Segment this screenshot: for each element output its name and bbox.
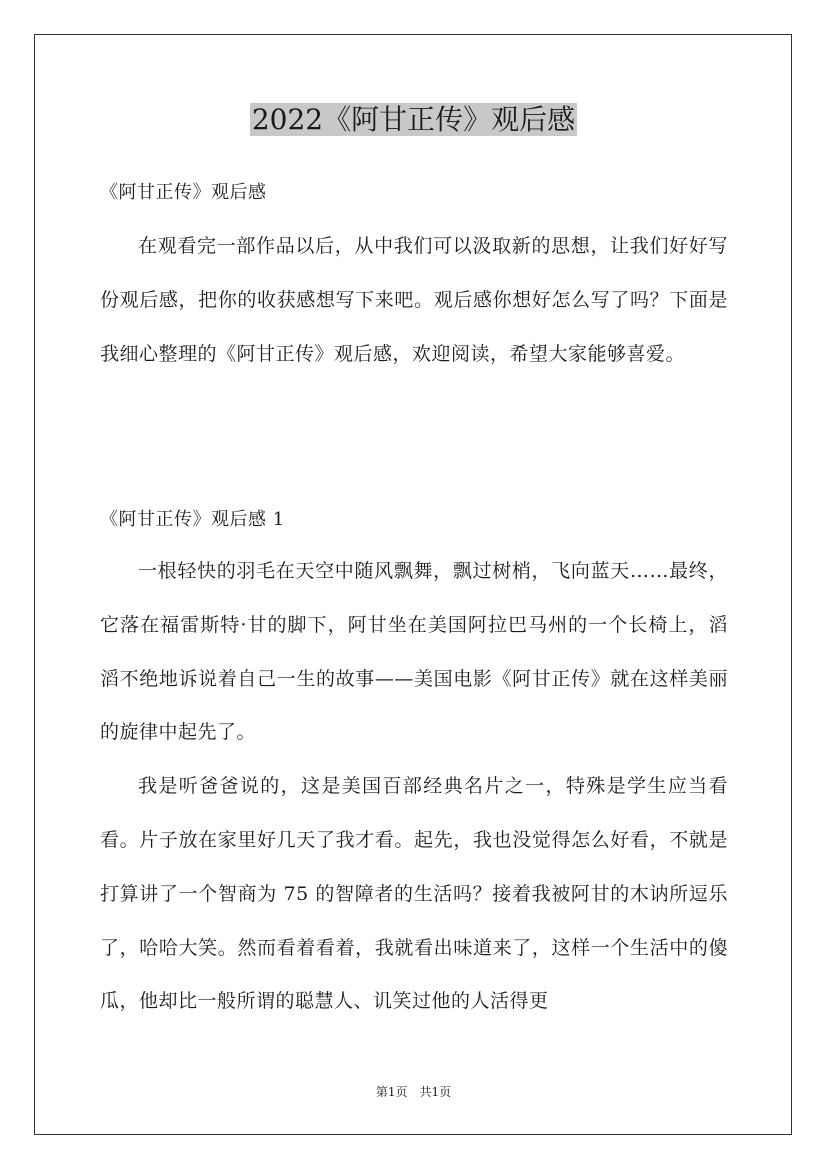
document-title	[0, 100, 827, 140]
intro-paragraph: 在观看完一部作品以后，从中我们可以汲取新的思想，让我们好好写份观后感，把你的收获感想写下来吧。观后感你想好怎么写了吗？下面是我细心整理的《阿甘正传》观后感，欢迎阅读，希望大家能够喜爱。	[100, 235, 728, 365]
intro-block	[100, 220, 728, 381]
document-title-text: 2022《阿甘正传》观后感	[251, 103, 576, 136]
body-block	[100, 545, 728, 1029]
section-heading: 《阿甘正传》观后感 1	[100, 509, 285, 530]
subtitle: 《阿甘正传》观后感	[100, 182, 267, 203]
body-paragraph-2: 我是听爸爸说的，这是美国百部经典名片之一，特殊是学生应当看看。片子放在家里好几天了我才看。起先，我也没觉得怎么好看，不就是打算讲了一个智商为 75 的智障者的生活吗？接着我被阿甘的木讷所逗乐了，哈哈大笑。然而看着看着，我就看出味道来了，这样一个生活中的傻瓜，他却比一般所谓的聪慧人、讥笑过他的人活得更	[100, 775, 728, 1013]
body-paragraph-1: 一根轻快的羽毛在天空中随风飘舞，飘过树梢，飞向蓝天……最终，它落在福雷斯特·甘的脚下，阿甘坐在美国阿拉巴马州的一个长椅上，滔滔不绝地诉说着自己一生的故事——美国电影《阿甘正传》就在这样美丽的旋律中起先了。	[100, 560, 728, 744]
page-footer: 第1页 共1页	[375, 1085, 452, 1099]
